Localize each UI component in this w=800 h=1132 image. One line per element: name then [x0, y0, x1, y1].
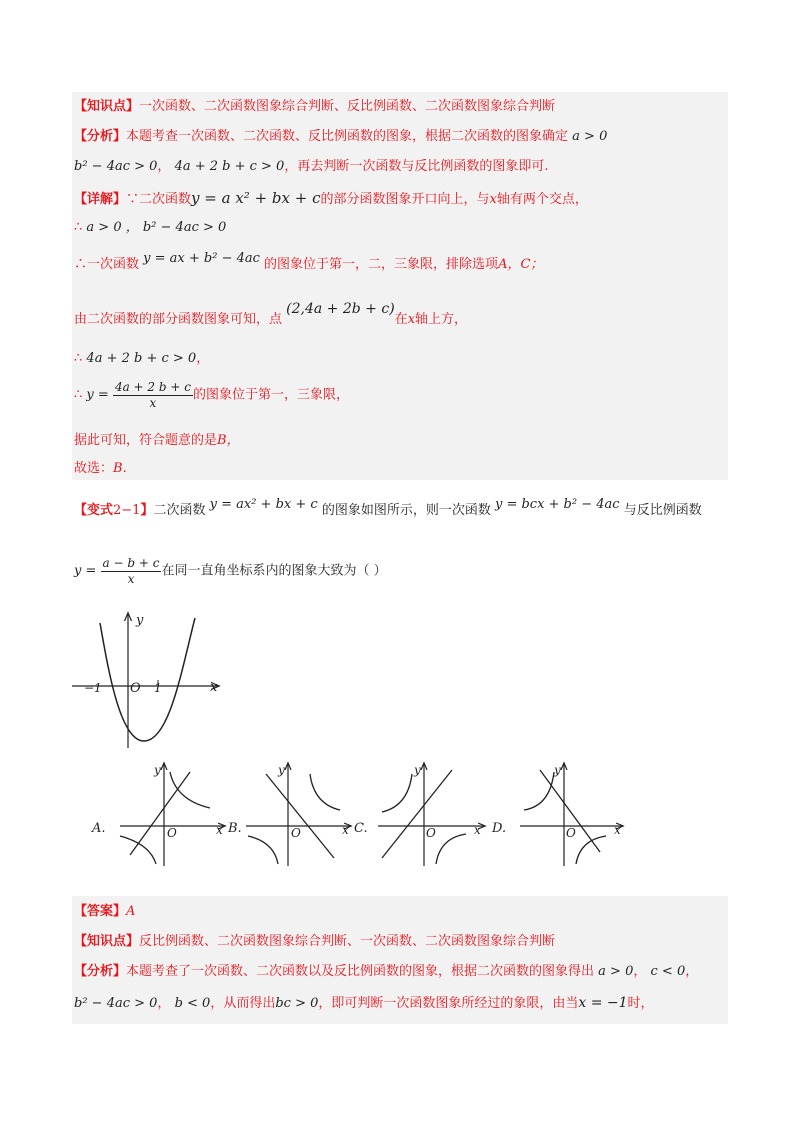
main-parabola-graph	[70, 608, 230, 753]
therefore-symbol: ∴	[74, 257, 88, 272]
detail-text-1a: 二次函数	[139, 192, 192, 207]
graph-label-1: 1	[154, 681, 162, 695]
option-a-hyperbola-q3	[120, 836, 156, 864]
option-a-line	[130, 772, 190, 855]
question-tag-num: 2−1	[113, 503, 141, 518]
option-a-graph[interactable]	[90, 760, 230, 870]
analysis2-math-a: a > 0	[598, 964, 634, 979]
analysis2-math-disc: b² − 4ac > 0	[74, 996, 158, 1011]
detail-line-3	[74, 251, 544, 274]
knowledge-text: 一次函数、二次函数图象综合判断、反比例函数、二次函数图象综合判断	[139, 99, 556, 114]
svg-text:x: x	[216, 823, 223, 837]
analysis-tag: 【分析】	[74, 964, 127, 979]
question-frac-num: a − b + c	[102, 556, 160, 570]
knowledge-tag: 【知识点】	[74, 934, 140, 949]
analysis-math-a: a > 0	[572, 129, 608, 144]
detail-text-4a: 由二次函数的部分函数图象可知，点	[74, 312, 283, 327]
therefore-symbol: ∴	[74, 387, 83, 403]
option-d-hyperbola-q2	[524, 772, 554, 810]
svg-text:x: x	[342, 823, 349, 837]
solution-block-1	[72, 92, 728, 480]
knowledge-line-1	[74, 98, 555, 116]
question-math-quadratic: y = ax² + bx + c	[209, 497, 318, 512]
svg-text:x: x	[474, 823, 481, 837]
question-tag-end: 】	[140, 503, 154, 518]
detail-line-1	[74, 189, 588, 209]
detail-frac-den: x	[149, 396, 157, 410]
graph-label-y: y	[136, 613, 144, 628]
option-a-hyperbola-q1	[170, 772, 210, 808]
svg-text:O: O	[566, 826, 576, 840]
therefore-symbol: ∴	[74, 351, 83, 366]
question-line-2	[74, 556, 387, 590]
answer-tag: 【答案】	[74, 904, 127, 919]
detail-text-4b: 在	[394, 312, 408, 327]
detail-text-8b: B.	[113, 461, 127, 476]
detail-y-lhs: y =	[86, 387, 109, 403]
detail-text-7: 据此可知，符合题意的是	[74, 433, 218, 448]
analysis2-math-b: b < 0	[174, 996, 211, 1011]
analysis-line-1	[74, 128, 607, 146]
option-c-hyperbola-q4	[436, 834, 466, 864]
analysis-tag: 【分析】	[74, 129, 127, 144]
analysis2-math-x: x = −1	[578, 995, 628, 1011]
analysis2-text-2: ，从而得出	[210, 996, 276, 1011]
detail-math-ineq: 4a + 2 b + c > 0	[86, 351, 197, 366]
detail-text-1c: 轴有两个交点，	[496, 192, 588, 207]
analysis-text: 本题考查一次函数、二次函数、反比例函数的图象，根据二次函数的图象确定	[126, 129, 569, 144]
option-b-hyperbola-q3	[248, 836, 278, 864]
detail-x: x	[407, 312, 416, 327]
because-symbol: ∵	[126, 192, 140, 207]
svg-text:O: O	[291, 826, 301, 840]
knowledge-line-2	[74, 933, 555, 951]
detail-text-3b: 的图象位于第一，二，三象限，排除选项	[264, 257, 499, 272]
svg-text:O: O	[167, 826, 177, 840]
analysis-text-3: 本题考查了一次函数、二次函数以及反比例函数的图象，根据二次函数的图象得出	[126, 964, 595, 979]
option-c-hyperbola-q2	[382, 774, 412, 812]
option-c-graph[interactable]	[352, 760, 492, 870]
analysis-text-2: ，再去判断一次函数与反比例函数的图象即可.	[284, 159, 549, 174]
analysis-line-4: b² − 4ac > 0， b < 0，从而得出bc > 0，即可判断一次函数图象所经过的象限，由当x = −1时，	[74, 995, 654, 1011]
svg-text:O: O	[426, 826, 436, 840]
answer-line	[74, 903, 135, 921]
svg-text:y: y	[414, 763, 421, 777]
question-text-4: 在同一直角坐标系内的图象大致为（ ）	[161, 563, 387, 579]
question-fraction	[101, 556, 162, 587]
svg-text:x: x	[614, 823, 621, 837]
question-y-lhs: y =	[74, 563, 97, 579]
question-text-3: 与反比例函数	[623, 503, 702, 518]
detail-text-7b: B，	[217, 433, 240, 448]
detail-line-4	[74, 301, 468, 329]
analysis-line-2: b² − 4ac > 0， 4a + 2 b + c > 0，再去判断一次函数与反比例函数的图象即可.	[74, 159, 549, 174]
option-a-letter: A.	[92, 821, 106, 836]
graph-label-neg1: −1	[84, 681, 102, 695]
option-c-letter: C.	[354, 821, 368, 836]
detail-line-7	[74, 432, 240, 450]
detail-frac-num: 4a + 2 b + c	[114, 380, 191, 394]
option-c-line	[382, 770, 452, 858]
options-row	[90, 760, 730, 870]
detail-math-conditions: a > 0 ， b² − 4ac > 0	[86, 220, 227, 235]
knowledge-text-2: 反比例函数、二次函数图象综合判断、一次函数、二次函数图象综合判断	[139, 934, 556, 949]
detail-line-2	[74, 219, 226, 237]
knowledge-tag: 【知识点】	[74, 99, 140, 114]
detail-text-3a: 一次函数	[87, 257, 140, 272]
question-text-1: 二次函数	[153, 503, 206, 518]
detail-text-8: 故选：	[74, 461, 114, 476]
analysis-math-point: 4a + 2 b + c > 0	[174, 159, 285, 174]
detail-x: x	[489, 192, 497, 207]
option-d-graph[interactable]	[490, 760, 630, 870]
parabola-curve	[100, 618, 195, 741]
analysis2-math-c: c < 0	[650, 964, 686, 979]
therefore-symbol: ∴	[74, 220, 83, 235]
detail-math-linear: y = ax + b² − 4ac	[143, 251, 260, 266]
option-b-hyperbola-q1	[310, 774, 340, 810]
svg-text:y: y	[554, 763, 561, 777]
question-frac-den: x	[127, 572, 135, 586]
analysis-line-3: 【分析】本题考查了一次函数、二次函数以及反比例函数的图象，根据二次函数的图象得出 a > 0， c < 0，	[74, 964, 699, 979]
detail-line-8	[74, 460, 127, 478]
question-math-linear: y = bcx + b² − 4ac	[494, 497, 620, 512]
analysis-math-disc: b² − 4ac > 0	[74, 159, 158, 174]
svg-text:y: y	[278, 763, 285, 777]
detail-math-point: (2,4a + 2b + c)	[286, 301, 395, 317]
option-d-hyperbola-q4	[576, 836, 606, 864]
svg-text:y: y	[154, 763, 161, 777]
option-b-graph[interactable]	[228, 760, 368, 870]
answer-value: A	[126, 904, 136, 919]
question-text-2: 的图象如图所示，则一次函数	[321, 503, 491, 518]
analysis2-math-bc: bc > 0	[275, 996, 319, 1011]
detail-text-4c: 轴上方，	[415, 312, 468, 327]
analysis2-text-3: ，即可判断一次函数图象所经过的象限，由当	[318, 996, 579, 1011]
question-tag: 【变式	[74, 503, 114, 518]
option-b-letter: B.	[228, 821, 242, 836]
detail-line-6	[74, 380, 349, 414]
graph-label-x: x	[210, 680, 218, 695]
option-b-line	[266, 774, 334, 858]
detail-line-5: ∴ 4a + 2 b + c > 0，	[74, 351, 210, 366]
detail-tag: 【详解】	[74, 192, 127, 207]
question-line-1	[74, 497, 702, 520]
detail-text-3c: A，C；	[498, 257, 544, 272]
analysis2-text-4: 时，	[627, 996, 654, 1011]
detail-fraction	[113, 380, 193, 411]
graph-label-origin: O	[130, 681, 141, 696]
detail-text-6: 的图象位于第一，三象限，	[192, 387, 349, 403]
detail-text-1b: 的部分函数图象开口向上，与	[320, 192, 490, 207]
detail-math-quadratic: y = a x² + bx + c	[191, 189, 321, 207]
option-d-letter: D.	[492, 821, 507, 836]
